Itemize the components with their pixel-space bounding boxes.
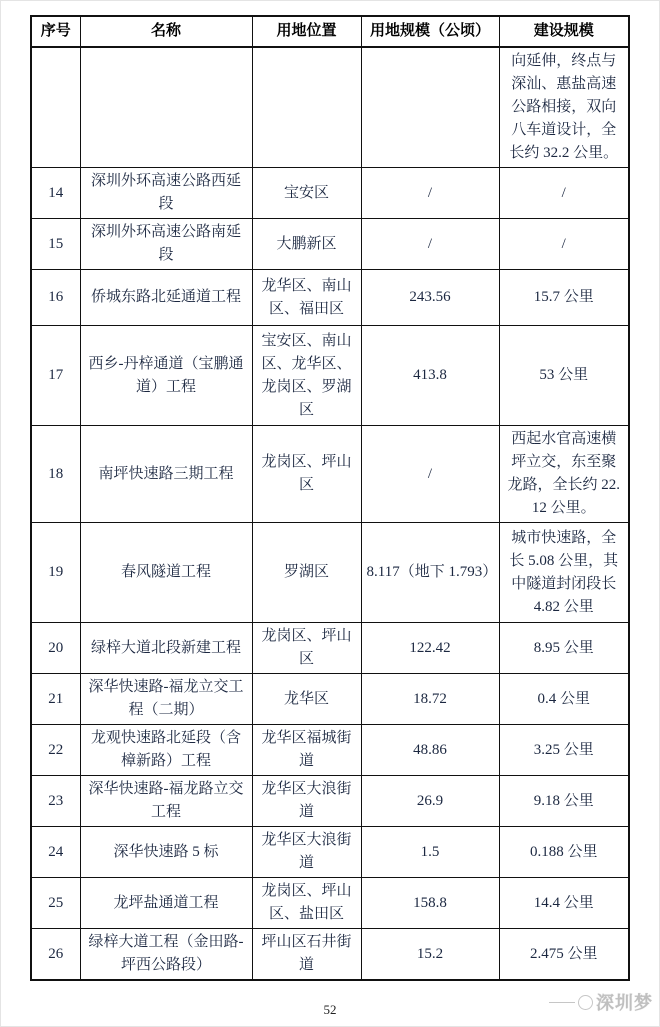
table-row — [31, 623, 629, 674]
row-no-cell: 23 — [31, 776, 80, 827]
scale-cell: 2.475 公里 — [499, 929, 629, 981]
location-cell: 龙岗区、坪山区、盐田区 — [252, 878, 361, 929]
location-cell: 龙华区大浪街道 — [252, 776, 361, 827]
area-cell: 15.2 — [361, 929, 499, 981]
area-cell: 158.8 — [361, 878, 499, 929]
row-no-cell: 18 — [31, 426, 80, 523]
table-row — [31, 674, 629, 725]
table-row — [31, 523, 629, 623]
project-name-cell: 深华快速路-福龙立交工程（二期） — [80, 674, 252, 725]
area-cell: 122.42 — [361, 623, 499, 674]
project-name-cell: 西乡-丹梓通道（宝鹏通道）工程 — [80, 326, 252, 426]
project-name-cell: 绿梓大道工程（金田路-坪西公路段） — [80, 929, 252, 981]
row-no-cell: 16 — [31, 270, 80, 326]
project-name-cell: 深华快速路-福龙路立交工程 — [80, 776, 252, 827]
project-name-cell: 深圳外环高速公路南延段 — [80, 219, 252, 270]
watermark-line — [549, 1002, 575, 1003]
scale-cell: 53 公里 — [499, 326, 629, 426]
location-cell: 坪山区石井街道 — [252, 929, 361, 981]
scale-cell: 0.188 公里 — [499, 827, 629, 878]
projects-table — [30, 15, 630, 981]
row-no-cell: 25 — [31, 878, 80, 929]
area-cell: 26.9 — [361, 776, 499, 827]
row-no-cell: 22 — [31, 725, 80, 776]
scale-cell: 15.7 公里 — [499, 270, 629, 326]
header-construction-scale: 建设规模 — [499, 16, 629, 47]
table-row — [31, 270, 629, 326]
watermark — [549, 989, 653, 1015]
table-row — [31, 168, 629, 219]
project-name-cell: 侨城东路北延通道工程 — [80, 270, 252, 326]
scale-cell: 3.25 公里 — [499, 725, 629, 776]
scale-cell: 14.4 公里 — [499, 878, 629, 929]
row-no-cell: 17 — [31, 326, 80, 426]
location-cell: 龙华区 — [252, 674, 361, 725]
watermark-logo-icon — [578, 995, 593, 1010]
project-name-cell: 南坪快速路三期工程 — [80, 426, 252, 523]
row-no-cell: 14 — [31, 168, 80, 219]
scale-cell: 8.95 公里 — [499, 623, 629, 674]
table-header-row — [31, 16, 629, 47]
area-cell: 8.117（地下 1.793） — [361, 523, 499, 623]
location-cell — [252, 47, 361, 168]
location-cell: 龙华区、南山区、福田区 — [252, 270, 361, 326]
page-number: 52 — [323, 1002, 337, 1017]
location-cell: 龙华区大浪街道 — [252, 827, 361, 878]
project-name-cell — [80, 47, 252, 168]
table-row — [31, 426, 629, 523]
header-land-location: 用地位置 — [252, 16, 361, 47]
header-project-name: 名称 — [80, 16, 252, 47]
project-name-cell: 绿梓大道北段新建工程 — [80, 623, 252, 674]
project-name-cell: 龙观快速路北延段（含樟新路）工程 — [80, 725, 252, 776]
scale-cell: 9.18 公里 — [499, 776, 629, 827]
table-row — [31, 827, 629, 878]
header-serial-number: 序号 — [31, 16, 80, 47]
row-no-cell: 19 — [31, 523, 80, 623]
area-cell: 243.56 — [361, 270, 499, 326]
row-no-cell: 20 — [31, 623, 80, 674]
scale-cell: / — [499, 219, 629, 270]
scale-cell: 城市快速路，全长 5.08 公里，其中隧道封闭段长 4.82 公里 — [499, 523, 629, 623]
area-cell: 48.86 — [361, 725, 499, 776]
table-row — [31, 47, 629, 168]
table-row — [31, 725, 629, 776]
area-cell: 413.8 — [361, 326, 499, 426]
area-cell: / — [361, 219, 499, 270]
project-name-cell: 春风隧道工程 — [80, 523, 252, 623]
location-cell: 龙岗区、坪山区 — [252, 623, 361, 674]
table-row — [31, 929, 629, 981]
location-cell: 宝安区 — [252, 168, 361, 219]
location-cell: 宝安区、南山区、龙华区、龙岗区、罗湖区 — [252, 326, 361, 426]
row-no-cell — [31, 47, 80, 168]
row-no-cell: 21 — [31, 674, 80, 725]
location-cell: 龙岗区、坪山区 — [252, 426, 361, 523]
area-cell: / — [361, 168, 499, 219]
header-land-scale: 用地规模（公顷） — [361, 16, 499, 47]
project-name-cell: 深圳外环高速公路西延段 — [80, 168, 252, 219]
location-cell: 大鹏新区 — [252, 219, 361, 270]
row-no-cell: 26 — [31, 929, 80, 981]
table-row — [31, 776, 629, 827]
project-name-cell: 深华快速路 5 标 — [80, 827, 252, 878]
area-cell — [361, 47, 499, 168]
project-name-cell: 龙坪盐通道工程 — [80, 878, 252, 929]
scale-cell: 西起水官高速横坪立交，东至聚龙路，全长约 22.12 公里。 — [499, 426, 629, 523]
location-cell: 罗湖区 — [252, 523, 361, 623]
scale-cell: / — [499, 168, 629, 219]
projects-table-container — [30, 15, 630, 981]
scale-cell: 向延伸，终点与深汕、惠盐高速公路相接，双向八车道设计，全长约 32.2 公里。 — [499, 47, 629, 168]
table-row — [31, 326, 629, 426]
area-cell: 18.72 — [361, 674, 499, 725]
table-row — [31, 878, 629, 929]
row-no-cell: 15 — [31, 219, 80, 270]
table-row — [31, 219, 629, 270]
area-cell: / — [361, 426, 499, 523]
location-cell: 龙华区福城街道 — [252, 725, 361, 776]
watermark-text: 深圳梦 — [596, 993, 653, 1013]
scale-cell: 0.4 公里 — [499, 674, 629, 725]
area-cell: 1.5 — [361, 827, 499, 878]
row-no-cell: 24 — [31, 827, 80, 878]
